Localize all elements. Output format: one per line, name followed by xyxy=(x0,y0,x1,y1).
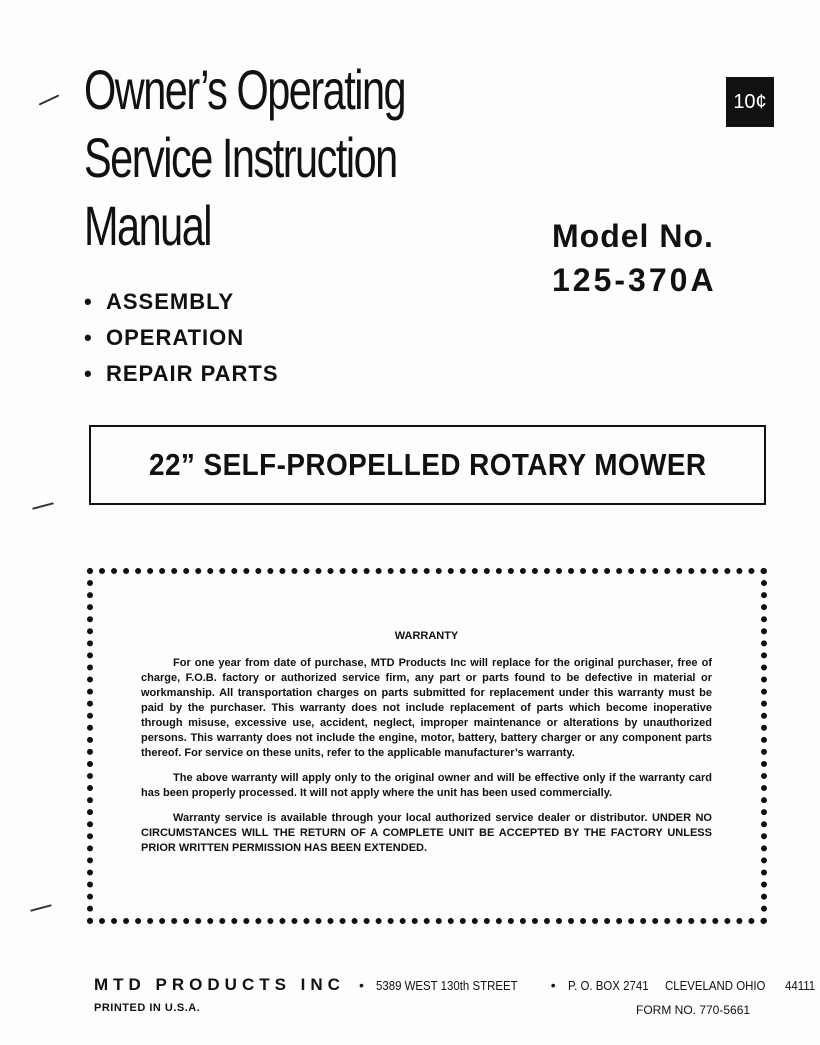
punch-mark xyxy=(30,904,52,912)
city: CLEVELAND OHIO xyxy=(665,977,766,993)
warranty-paragraph: Warranty service is available through your local authorized service dealer or distributor. UNDER NO CIRCUMSTANCES WILL THE RETURN OF A COMPLETE UNIT BE ACCEPTED BY THE FACTORY UNLESS PRIOR WRITTEN PERMISSION HAS BEEN EXTENDED. xyxy=(141,812,712,854)
model-block xyxy=(552,214,717,302)
printed-in: PRINTED IN U.S.A. xyxy=(94,1002,201,1014)
zip-code: 44111 xyxy=(785,977,816,993)
list-item xyxy=(84,284,279,320)
bullet-icon: • xyxy=(84,289,93,314)
footer-address-line xyxy=(94,975,820,995)
punch-mark xyxy=(32,502,54,510)
title-line: Service Instruction xyxy=(84,126,397,189)
list-item xyxy=(84,356,279,392)
punch-mark xyxy=(39,94,60,105)
po-box: P. O. BOX 2741 xyxy=(567,977,649,993)
separator-dot: • xyxy=(550,977,556,993)
product-banner xyxy=(89,425,766,505)
manual-title xyxy=(84,56,405,260)
bullet-icon: • xyxy=(84,361,93,386)
warranty-text xyxy=(141,629,712,866)
bullet-icon: • xyxy=(84,325,93,350)
list-item-label: OPERATION xyxy=(106,325,245,350)
warranty-paragraph: For one year from date of purchase, MTD Products Inc will replace for the original purchaser, free of charge, F.O.B. factory or authorized service firm, any part or parts found to be defective in material or workmanship. All transportation charges on parts submitted for replacement under this warranty must be paid by the purchaser. This warranty does not include replacement of parts which become inoperative through misuse, excessive use, accident, neglect, improper maintenance or alterations by unauthorized persons. This warranty does not include the engine, motor, battery, battery charger or any component parts thereof. For service on these units, refer to the applicable manufacturer’s warranty. xyxy=(141,657,712,759)
product-name: 22” SELF-PROPELLED ROTARY MOWER xyxy=(148,447,707,482)
price-tag: 10¢ xyxy=(726,77,774,127)
title-line: Manual xyxy=(84,194,212,257)
form-number: FORM NO. 770-5661 xyxy=(636,1003,751,1017)
company-name: MTD PRODUCTS INC xyxy=(94,975,345,994)
warranty-paragraph: The above warranty will apply only to the original owner and will be effective only if the warranty card has been properly processed. It will not apply where the unit has been used commercially. xyxy=(141,772,712,799)
warranty-heading: WARRANTY xyxy=(394,630,459,642)
model-number: 125-370A xyxy=(552,262,717,298)
list-item-label: REPAIR PARTS xyxy=(106,361,279,386)
list-item xyxy=(84,320,279,356)
title-line: Owner’s Operating xyxy=(84,58,406,121)
model-label: Model No. xyxy=(552,218,714,254)
street-address: 5389 WEST 130th STREET xyxy=(375,977,518,993)
contents-list xyxy=(84,284,279,392)
separator-dot: • xyxy=(358,977,364,993)
list-item-label: ASSEMBLY xyxy=(106,289,235,314)
